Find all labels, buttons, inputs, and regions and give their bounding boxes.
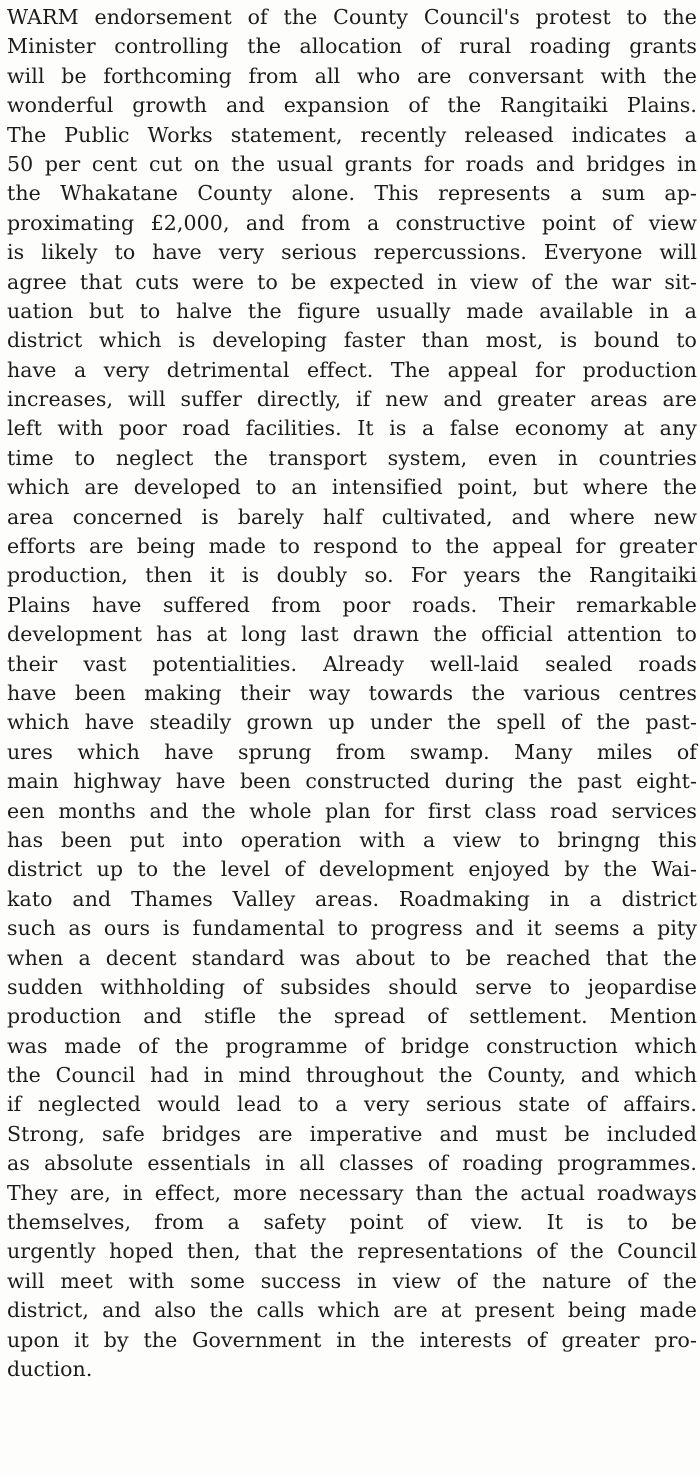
- text-line: the Council had in mind throughout the County, and which: [7, 1063, 697, 1088]
- text-line: urgently hoped then, that the representations of the Council: [7, 1239, 697, 1264]
- text-line: main highway have been constructed during the past eight-: [7, 769, 697, 794]
- text-line: development has at long last drawn the official attention to: [7, 622, 697, 647]
- text-line: the Whakatane County alone. This represents a sum ap-: [7, 181, 697, 206]
- text-line: will be forthcoming from all who are conversant with the: [7, 63, 697, 88]
- text-line: is likely to have very serious repercussions. Everyone will: [7, 240, 697, 265]
- text-line: time to neglect the transport system, even in countries: [7, 445, 697, 470]
- text-line: duction.: [7, 1356, 93, 1381]
- text-line: proximating £2,000, and from a constructive point of view: [7, 210, 697, 235]
- text-line: The Public Works statement, recently released indicates a: [7, 122, 697, 147]
- text-line: which are developed to an intensified point, but where the: [7, 475, 697, 500]
- text-line: Strong, safe bridges are imperative and must be included: [7, 1121, 697, 1146]
- text-line: sudden withholding of subsides should serve to jeopardise: [7, 974, 697, 999]
- text-line: increases, will suffer directly, if new and greater areas are: [7, 387, 697, 412]
- text-line: district up to the level of development enjoyed by the Wai-: [7, 857, 697, 882]
- text-line: ures which have sprung from swamp. Many miles of: [7, 739, 697, 764]
- text-line: have a very detrimental effect. The appeal for production: [7, 357, 697, 382]
- text-line: area concerned is barely half cultivated, and where new: [7, 504, 697, 529]
- text-line: if neglected would lead to a very serious state of affairs.: [7, 1092, 697, 1117]
- text-line: have been making their way towards the various centres: [7, 680, 697, 705]
- text-line: agree that cuts were to be expected in view of the war sit-: [7, 269, 697, 294]
- text-line: their vast potentialities. Already well-laid sealed roads: [7, 651, 697, 676]
- text-line: een months and the whole plan for first class road services: [7, 798, 697, 823]
- text-line: as absolute essentials in all classes of roading programmes.: [7, 1151, 697, 1176]
- text-line: district, and also the calls which are at present being made: [7, 1298, 697, 1323]
- text-line: efforts are being made to respond to the appeal for greater: [7, 534, 697, 559]
- text-line: themselves, from a safety point of view. It is to be: [7, 1210, 697, 1235]
- text-line: wonderful growth and expansion of the Rangitaiki Plains.: [7, 93, 697, 118]
- text-line: which have steadily grown up under the spell of the past-: [7, 710, 697, 735]
- text-line: production and stifle the spread of settlement. Mention: [7, 1004, 697, 1029]
- text-line: 50 per cent cut on the usual grants for roads and bridges in: [7, 151, 697, 176]
- text-line: Plains have suffered from poor roads. Their remarkable: [7, 592, 697, 617]
- text-line: has been put into operation with a view to bringng this: [7, 827, 697, 852]
- text-line: kato and Thames Valley areas. Roadmaking in a district: [7, 886, 697, 911]
- editorial-column: [7, 3, 697, 1384]
- text-line: WARM endorsement of the County Council's protest to the: [7, 5, 697, 29]
- text-line: They are, in effect, more necessary than the actual roadways: [7, 1180, 697, 1205]
- text-line: production, then it is doubly so. For years the Rangitaiki: [7, 563, 697, 588]
- text-line: left with poor road facilities. It is a false economy at any: [7, 416, 697, 441]
- text-line: upon it by the Government in the interests of greater pro-: [7, 1327, 697, 1352]
- text-line: will meet with some success in view of the nature of the: [7, 1268, 697, 1293]
- text-line: when a decent standard was about to be reached that the: [7, 945, 697, 970]
- text-line: uation but to halve the figure usually made available in a: [7, 298, 697, 323]
- text-line: was made of the programme of bridge construction which: [7, 1033, 697, 1058]
- text-line: Minister controlling the allocation of rural roading grants: [7, 34, 697, 59]
- text-line: such as ours is fundamental to progress and it seems a pity: [7, 916, 697, 941]
- text-line: district which is developing faster than most, is bound to: [7, 328, 697, 353]
